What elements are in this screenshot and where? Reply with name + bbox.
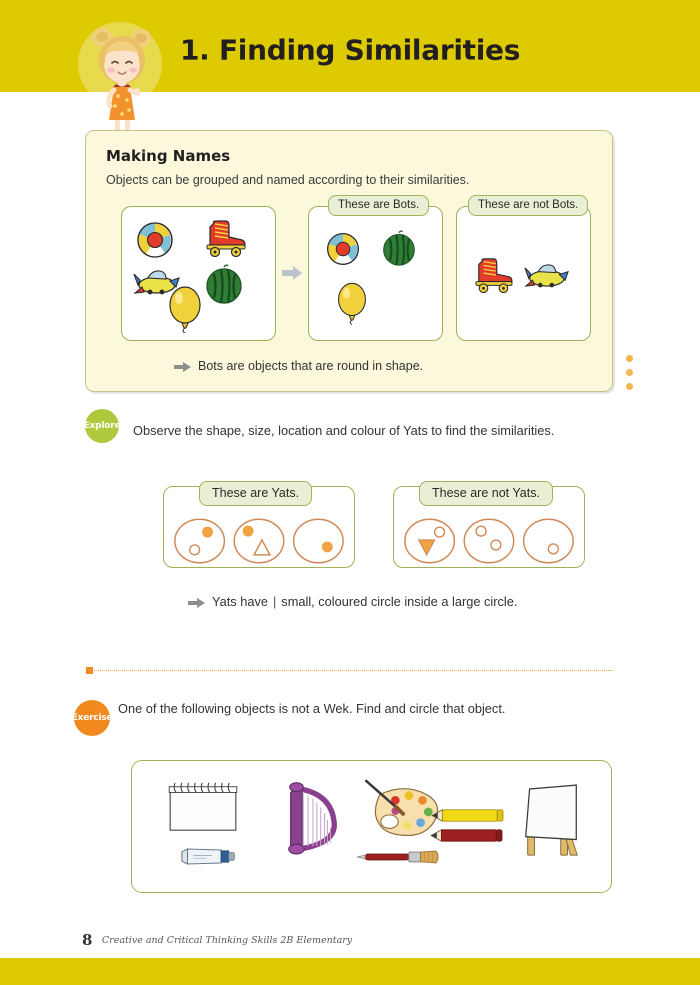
yats-answer-blank[interactable]: | bbox=[272, 594, 277, 609]
red-pencil-icon[interactable] bbox=[429, 827, 505, 844]
dot-2 bbox=[626, 369, 633, 376]
concept-conclusion: Bots are objects that are round in shape. bbox=[198, 359, 424, 373]
group-box-bots bbox=[308, 206, 443, 341]
watermelon-icon bbox=[204, 263, 244, 305]
exercise-badge: Exercise bbox=[74, 700, 110, 736]
concept-title: Making Names bbox=[106, 147, 231, 165]
watermelon-icon bbox=[381, 229, 417, 267]
yats-conclusion-before: Yats have bbox=[212, 594, 268, 609]
conclusion-arrow-icon bbox=[174, 361, 191, 373]
dot-1 bbox=[626, 355, 633, 362]
group-box-not-bots bbox=[456, 206, 591, 341]
easel-icon[interactable] bbox=[516, 781, 586, 865]
beach-ball-icon bbox=[135, 220, 175, 260]
airplane-toy-icon bbox=[523, 259, 569, 292]
concept-box bbox=[85, 130, 613, 392]
girl-character-icon bbox=[88, 20, 156, 138]
beach-ball-icon bbox=[325, 231, 361, 267]
yats-conclusion bbox=[212, 594, 517, 609]
sketchpad-icon[interactable] bbox=[164, 779, 242, 835]
group-box-all-objects bbox=[121, 206, 276, 341]
yats-conclusion-arrow-icon bbox=[188, 597, 205, 609]
paintbrush-icon[interactable] bbox=[356, 849, 440, 865]
dot-3 bbox=[626, 383, 633, 390]
explore-badge: Explore bbox=[85, 409, 119, 443]
page-number: 8 bbox=[82, 931, 93, 949]
concept-subtitle: Objects can be grouped and named according to their similarities. bbox=[106, 173, 470, 187]
section-divider bbox=[88, 670, 613, 671]
harp-icon[interactable] bbox=[280, 779, 342, 861]
not-yats-diagram bbox=[394, 513, 584, 569]
page-footer bbox=[82, 931, 352, 949]
yats-conclusion-after: small, coloured circle inside a large circle. bbox=[281, 594, 518, 609]
balloon-icon bbox=[166, 285, 204, 333]
page-title: 1. Finding Similarities bbox=[180, 33, 521, 67]
right-arrow-icon bbox=[282, 265, 302, 281]
label-these-are-yats: These are Yats. bbox=[199, 481, 312, 506]
yellow-pencil-icon[interactable] bbox=[430, 807, 506, 824]
explore-instruction: Observe the shape, size, location and colour of Yats to find the similarities. bbox=[133, 423, 555, 438]
footer-bar bbox=[0, 958, 700, 985]
yats-diagram bbox=[164, 513, 354, 569]
paint-tube-icon[interactable] bbox=[180, 845, 238, 868]
book-title: Creative and Critical Thinking Skills 2B Elementary bbox=[101, 934, 353, 946]
exercise-instruction: One of the following objects is not a Wek. Find and circle that object. bbox=[118, 701, 506, 716]
decorative-dots bbox=[626, 355, 633, 390]
roller-skate-icon bbox=[202, 217, 248, 257]
label-these-are-bots: These are Bots. bbox=[328, 195, 429, 216]
label-these-are-not-bots: These are not Bots. bbox=[468, 195, 588, 216]
exercise-box[interactable] bbox=[131, 760, 612, 893]
label-these-are-not-yats: These are not Yats. bbox=[419, 481, 553, 506]
balloon-icon bbox=[335, 281, 369, 325]
roller-skate-icon bbox=[471, 255, 515, 293]
